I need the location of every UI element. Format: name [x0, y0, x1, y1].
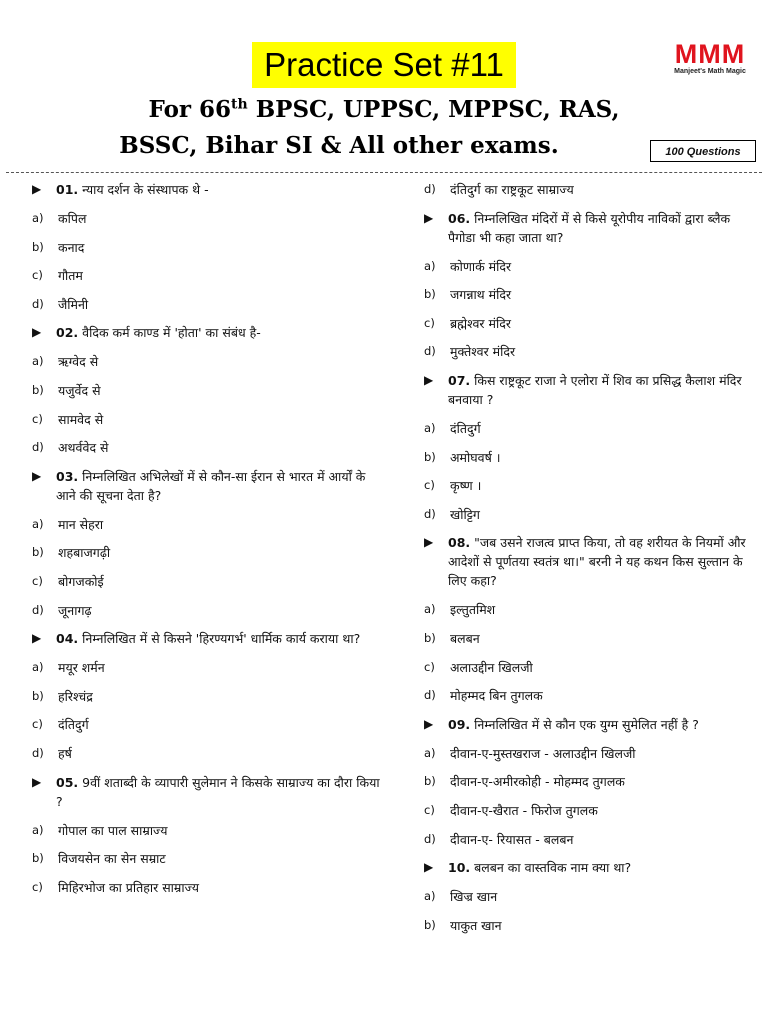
option-letter: b) — [32, 239, 44, 254]
option-text: दंतिदुर्ग का राष्ट्रकूट साम्राज्य — [450, 182, 574, 197]
option-item — [424, 658, 760, 677]
question-text: निम्नलिखित में से कौन एक युग्म सुमेलित नहीं है ? — [474, 716, 699, 732]
option-letter: d) — [32, 296, 44, 311]
option-text: कोणार्क मंदिर — [450, 258, 512, 274]
option-letter: c) — [32, 268, 43, 283]
question-item — [424, 533, 760, 590]
arrow-bullet-icon: ▶ — [424, 210, 434, 225]
option-text: हर्ष — [58, 745, 72, 761]
option-letter: c) — [424, 659, 435, 674]
option-text: ऋग्वेद से — [58, 354, 99, 370]
option-letter: a) — [424, 602, 436, 617]
question-text: बलबन का वास्तविक नाम क्या था? — [474, 860, 632, 876]
option-letter: c) — [32, 573, 43, 588]
option-letter: c) — [424, 478, 435, 493]
option-text: दंतिदुर्ग — [58, 717, 89, 733]
question-item — [424, 858, 760, 877]
option-item — [424, 419, 760, 438]
brand-logo — [660, 40, 760, 75]
option-text: बलबन — [450, 630, 480, 646]
question-number: 10. — [448, 860, 471, 876]
left-column — [32, 180, 384, 906]
option-letter: c) — [32, 411, 43, 426]
option-letter: a) — [424, 889, 436, 904]
arrow-bullet-icon: ▶ — [32, 182, 42, 196]
option-item — [32, 209, 384, 228]
option-text: सामवेद से — [58, 411, 104, 427]
option-item — [32, 295, 384, 314]
question-number: 01. — [56, 182, 79, 197]
question-item — [424, 715, 760, 734]
question-text: न्याय दर्शन के संस्थापक थे - — [82, 182, 209, 197]
option-text: याकुत खान — [450, 917, 502, 933]
option-text: कपिल — [58, 211, 87, 226]
option-item — [424, 342, 760, 361]
option-letter: a) — [424, 258, 436, 273]
option-item — [424, 772, 760, 791]
option-letter: d) — [32, 440, 44, 455]
question-number: 09. — [448, 716, 471, 732]
option-letter: d) — [424, 688, 436, 703]
logo-tagline: Manjeet's Math Magic — [674, 68, 746, 75]
question-text: "जब उसने राजत्व प्राप्त किया, तो वह शरीयत के नियमों और आदेशों से पूर्णतया स्वतंत्र था।" बरनी ने यह कथन किस सुल्तान के लिए कहा? — [448, 535, 746, 589]
option-letter: b) — [32, 382, 44, 397]
question-number: 04. — [56, 631, 79, 647]
option-text: ब्रह्मेश्वर मंदिर — [450, 315, 511, 331]
option-item — [32, 381, 384, 400]
option-item — [424, 448, 760, 467]
option-letter: a) — [32, 822, 44, 837]
title-banner — [0, 39, 768, 88]
option-letter: b) — [32, 688, 44, 703]
option-item — [32, 410, 384, 429]
option-item — [32, 821, 384, 840]
option-item — [32, 438, 384, 457]
option-item — [424, 476, 760, 495]
option-item — [32, 352, 384, 371]
option-letter: b) — [32, 851, 44, 866]
option-letter: a) — [424, 420, 436, 435]
option-text: जैमिनी — [58, 296, 89, 312]
option-item — [32, 572, 384, 591]
option-item — [424, 314, 760, 333]
arrow-bullet-icon: ▶ — [424, 535, 434, 550]
option-letter: c) — [424, 802, 435, 817]
option-item — [32, 266, 384, 285]
arrow-bullet-icon: ▶ — [32, 325, 42, 340]
option-letter: d) — [32, 602, 44, 617]
option-letter: b) — [424, 774, 436, 789]
option-letter: a) — [32, 660, 44, 675]
option-letter: d) — [424, 182, 436, 196]
option-letter: b) — [424, 630, 436, 645]
option-text: मयूर शर्मन — [58, 660, 105, 676]
option-item — [32, 715, 384, 734]
option-letter: c) — [32, 879, 43, 894]
option-letter: b) — [424, 917, 436, 932]
option-text: कनाद — [58, 239, 85, 255]
option-text: खोट्टिग — [450, 506, 480, 522]
option-item — [424, 600, 760, 619]
question-item — [424, 371, 760, 409]
option-item — [424, 285, 760, 304]
option-letter: a) — [424, 745, 436, 760]
option-text: अथर्ववेद से — [58, 440, 109, 456]
option-item — [32, 687, 384, 706]
option-item — [424, 180, 760, 199]
option-item — [32, 601, 384, 620]
option-text: मुक्तेश्वर मंदिर — [450, 344, 516, 360]
option-text: जूनागढ़ — [58, 602, 92, 618]
option-item — [424, 916, 760, 935]
right-column — [424, 180, 760, 944]
option-text: दीवान-ए-मुस्तखराज - अलाउद्दीन खिलजी — [450, 745, 636, 761]
option-text: बोगजकोई — [58, 573, 104, 589]
option-item — [32, 744, 384, 763]
question-text: निम्नलिखित मंदिरों में से किसे यूरोपीय नाविकों द्वारा ब्लैक पैगोडा भी कहा जाता था? — [448, 210, 731, 245]
option-text: विजयसेन का सेन सम्राट — [58, 851, 166, 867]
question-number: 08. — [448, 535, 471, 551]
option-text: मिहिरभोज का प्रतिहार साम्राज्य — [58, 879, 200, 895]
arrow-bullet-icon: ▶ — [424, 716, 434, 731]
option-item — [424, 744, 760, 763]
option-letter: d) — [424, 344, 436, 359]
option-text: कृष्ण । — [450, 478, 482, 494]
option-text: यजुर्वेद से — [58, 382, 101, 398]
question-item — [32, 467, 384, 505]
option-text: अमोघवर्ष । — [450, 449, 501, 465]
question-number: 05. — [56, 774, 79, 790]
option-letter: a) — [32, 516, 44, 531]
option-letter: a) — [32, 354, 44, 369]
question-number: 03. — [56, 468, 79, 484]
option-item — [32, 238, 384, 257]
question-text: निम्नलिखित में से किसने 'हिरण्यगर्भ' धार्मिक कार्य कराया था? — [82, 631, 361, 647]
option-item — [32, 878, 384, 897]
arrow-bullet-icon: ▶ — [424, 860, 434, 875]
question-item — [32, 323, 384, 342]
option-item — [32, 849, 384, 868]
option-item — [424, 830, 760, 849]
option-text: गोपाल का पाल साम्राज्य — [58, 822, 168, 838]
question-text: वैदिक कर्म काण्ड में 'होता' का संबंध है- — [82, 325, 261, 341]
option-letter: d) — [424, 506, 436, 521]
option-item — [424, 257, 760, 276]
option-letter: b) — [424, 449, 436, 464]
option-letter: d) — [424, 831, 436, 846]
option-item — [424, 686, 760, 705]
option-letter: b) — [424, 287, 436, 302]
question-text: 9वीं शताब्दी के व्यापारी सुलेमान ने किसके साम्राज्य का दौरा किया ? — [56, 774, 380, 809]
exam-subtitle-line1: For 66th BPSC, UPPSC, MPPSC, RAS, — [148, 96, 620, 123]
arrow-bullet-icon: ▶ — [424, 372, 434, 387]
question-number: 02. — [56, 325, 79, 341]
option-letter: d) — [32, 745, 44, 760]
question-text: किस राष्ट्रकूट राजा ने एलोरा में शिव का प्रसिद्ध कैलाश मंदिर बनवाया ? — [448, 372, 742, 407]
option-item — [32, 658, 384, 677]
option-item — [32, 515, 384, 534]
option-text: शहबाजगढ़ी — [58, 545, 111, 561]
option-text: अलाउद्दीन खिलजी — [450, 659, 533, 675]
question-number: 06. — [448, 210, 471, 226]
question-item — [424, 209, 760, 247]
option-text: हरिश्चंद्र — [58, 688, 93, 704]
arrow-bullet-icon: ▶ — [32, 631, 42, 646]
arrow-bullet-icon: ▶ — [32, 468, 42, 483]
question-item — [32, 180, 384, 199]
option-item — [424, 629, 760, 648]
option-text: गौतम — [58, 268, 83, 284]
option-letter: a) — [32, 211, 44, 225]
option-text: मोहम्मद बिन तुगलक — [450, 688, 543, 704]
option-item — [424, 887, 760, 906]
option-text: जगन्नाथ मंदिर — [450, 287, 512, 303]
option-text: दीवान-ए-खैरात - फिरोज तुगलक — [450, 802, 598, 818]
exam-subtitle-line2: BSSC, Bihar SI & All other exams. — [119, 132, 559, 159]
question-text: निम्नलिखित अभिलेखों में से कौन-सा ईरान से भारत में आर्यों के आने की सूचना देता है? — [56, 468, 366, 503]
option-letter: c) — [32, 717, 43, 732]
question-count-badge: 100 Questions — [650, 140, 756, 162]
option-item — [32, 543, 384, 562]
option-letter: c) — [424, 315, 435, 330]
arrow-bullet-icon: ▶ — [32, 774, 42, 789]
option-letter: b) — [32, 545, 44, 560]
option-item — [424, 801, 760, 820]
option-text: दीवान-ए- रियासत - बलबन — [450, 831, 574, 847]
question-item — [32, 773, 384, 811]
page-title: Practice Set #11 — [252, 42, 516, 88]
option-text: इल्तुतमिश — [450, 602, 496, 618]
option-text: दीवान-ए-अमीरकोही - मोहम्मद तुगलक — [450, 774, 625, 790]
option-text: मान सेहरा — [58, 516, 104, 532]
option-text: खिज्र खान — [450, 889, 498, 905]
option-text: दंतिदुर्ग — [450, 420, 481, 436]
logo-mark: MMM — [674, 39, 746, 69]
question-item — [32, 629, 384, 648]
option-item — [424, 505, 760, 524]
header-divider — [6, 172, 762, 173]
question-number: 07. — [448, 372, 471, 388]
